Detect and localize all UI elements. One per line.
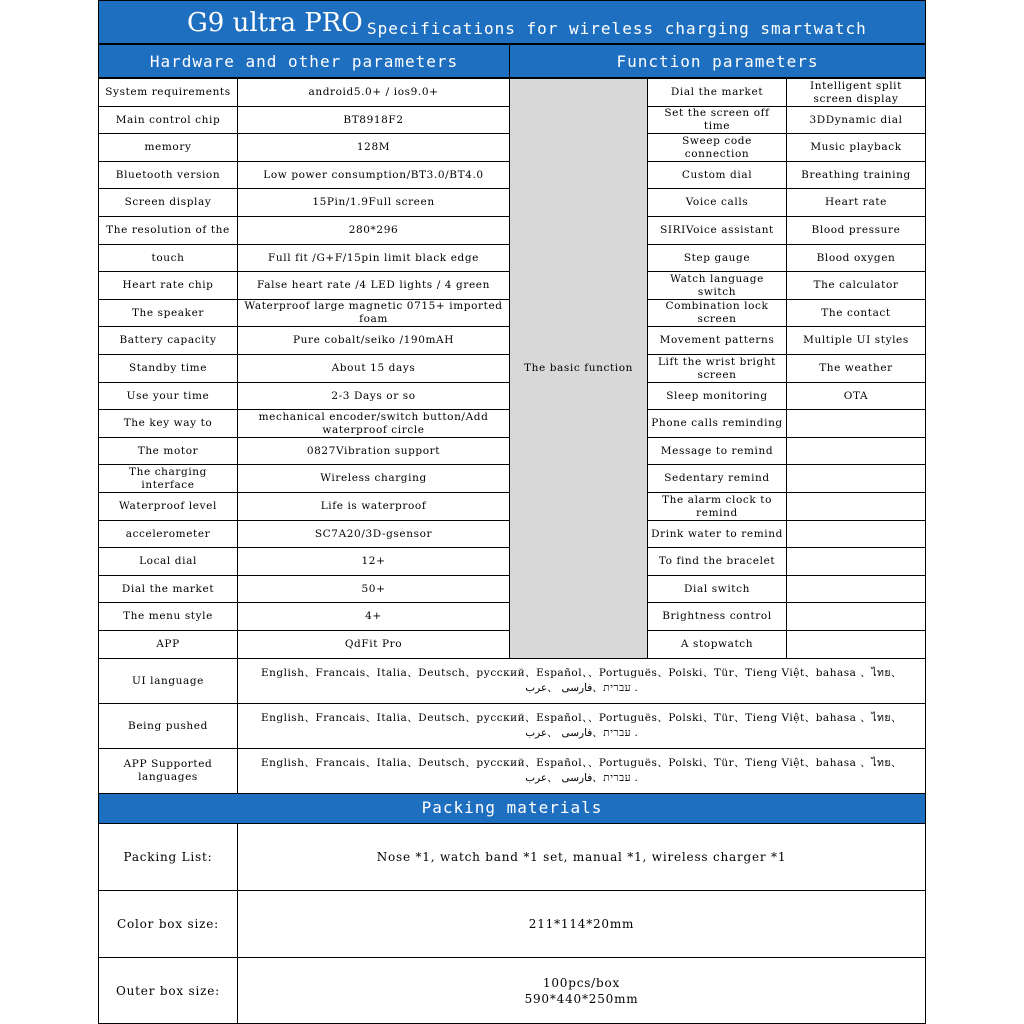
outer-box-quantity: 100pcs/box — [542, 975, 621, 990]
hardware-value: False heart rate /4 LED lights / 4 green — [237, 271, 510, 300]
hardware-label: The resolution of the — [98, 216, 238, 245]
color-box-label: Color box size: — [98, 890, 238, 958]
hardware-label: Waterproof level — [98, 492, 238, 521]
hardware-label: Screen display — [98, 188, 238, 217]
hardware-label: Standby time — [98, 354, 238, 383]
function-item: Blood oxygen — [786, 244, 926, 272]
function-item: Message to remind — [647, 437, 787, 465]
outer-box-dimensions: 590*440*250mm — [524, 991, 639, 1006]
function-item — [786, 437, 926, 465]
language-value: English、Francais、Italia、Deutsch、русский、Español、、Portuguës、Polski、Tür、Tieng Việt、bahasa 、ไทย、עברית、فارسی 、عرب . — [237, 703, 926, 749]
language-value: English、Francais、Italia、Deutsch、русский、Español、、Portuguës、Polski、Tür、Tieng Việt、bahasa 、ไทย、עברית、فارسی 、عرب . — [237, 748, 926, 794]
function-item: Watch language switch — [647, 271, 787, 300]
function-item: The contact — [786, 299, 926, 327]
hardware-value: Waterproof large magnetic 0715+ imported foam — [237, 299, 510, 327]
hardware-value: Life is waterproof — [237, 492, 510, 521]
function-section-header: Function parameters — [509, 44, 926, 78]
function-item: Set the screen off time — [647, 106, 787, 134]
function-item: Multiple UI styles — [786, 326, 926, 355]
language-label: UI language — [98, 658, 238, 704]
function-item: A stopwatch — [647, 630, 787, 659]
function-item: OTA — [786, 382, 926, 410]
packing-list-label: Packing List: — [98, 823, 238, 891]
hardware-label: The speaker — [98, 299, 238, 327]
color-box-value: 211*114*20mm — [237, 890, 926, 958]
hardware-value: 280*296 — [237, 216, 510, 245]
function-item: Voice calls — [647, 188, 787, 217]
outer-box-value-cell — [237, 957, 926, 1024]
hardware-label: Battery capacity — [98, 326, 238, 355]
hardware-label: touch — [98, 244, 238, 272]
hardware-value: BT8918F2 — [237, 106, 510, 134]
function-item: Sedentary remind — [647, 464, 787, 493]
packing-section-header: Packing materials — [98, 790, 926, 824]
function-item: The weather — [786, 354, 926, 383]
hardware-value: Wireless charging — [237, 464, 510, 493]
function-item — [786, 409, 926, 438]
hardware-label: The motor — [98, 437, 238, 465]
function-item — [786, 547, 926, 576]
hardware-label: System requirements — [98, 78, 238, 107]
hardware-label: Use your time — [98, 382, 238, 410]
document-subtitle: Specifications for wireless charging smartwatch — [367, 19, 867, 38]
hardware-label: APP — [98, 630, 238, 659]
hardware-value: 4+ — [237, 602, 510, 631]
hardware-value: About 15 days — [237, 354, 510, 383]
hardware-label: The charging interface — [98, 464, 238, 493]
hardware-value: 12+ — [237, 547, 510, 576]
function-item: Heart rate — [786, 188, 926, 217]
hardware-value: 15Pin/1.9Full screen — [237, 188, 510, 217]
hardware-value: Low power consumption/BT3.0/BT4.0 — [237, 161, 510, 189]
function-item — [786, 492, 926, 521]
hardware-value: 128M — [237, 133, 510, 162]
hardware-value: 50+ — [237, 575, 510, 603]
function-item — [786, 575, 926, 603]
product-model: G9 ultra PRO — [187, 8, 363, 38]
title-banner — [98, 0, 926, 44]
outer-box-label: Outer box size: — [98, 957, 238, 1024]
basic-function-label: The basic function — [509, 78, 648, 659]
function-item: SIRIVoice assistant — [647, 216, 787, 245]
language-value: English、Francais、Italia、Deutsch、русский、Español、、Portuguës、Polski、Tür、Tieng Việt、bahasa 、ไทย、עברית、فارسی 、عرب . — [237, 658, 926, 704]
spec-sheet — [98, 0, 926, 1024]
function-item: Custom dial — [647, 161, 787, 189]
packing-list-value: Nose *1, watch band *1 set, manual *1, wireless charger *1 — [237, 823, 926, 891]
function-item: Brightness control — [647, 602, 787, 631]
hardware-value: SC7A20/3D-gsensor — [237, 520, 510, 548]
function-item: Dial switch — [647, 575, 787, 603]
function-item: Phone calls reminding — [647, 409, 787, 438]
hardware-label: Dial the market — [98, 575, 238, 603]
hardware-section-header: Hardware and other parameters — [98, 44, 510, 78]
function-item — [786, 630, 926, 659]
hardware-label: Bluetooth version — [98, 161, 238, 189]
hardware-label: Main control chip — [98, 106, 238, 134]
function-item: Lift the wrist bright screen — [647, 354, 787, 383]
hardware-value: Pure cobalt/seiko /190mAH — [237, 326, 510, 355]
hardware-label: Local dial — [98, 547, 238, 576]
function-item: Combination lock screen — [647, 299, 787, 327]
hardware-label: The menu style — [98, 602, 238, 631]
hardware-label: Heart rate chip — [98, 271, 238, 300]
function-item — [786, 602, 926, 631]
function-item — [786, 520, 926, 548]
hardware-label: accelerometer — [98, 520, 238, 548]
hardware-value: 0827Vibration support — [237, 437, 510, 465]
function-item: Drink water to remind — [647, 520, 787, 548]
function-item: Sleep monitoring — [647, 382, 787, 410]
function-item: Blood pressure — [786, 216, 926, 245]
function-item: Music playback — [786, 133, 926, 162]
language-label: APP Supported languages — [98, 748, 238, 794]
function-item: Sweep code connection — [647, 133, 787, 162]
function-item: Intelligent split screen display — [786, 78, 926, 107]
function-item: Step gauge — [647, 244, 787, 272]
hardware-value: QdFit Pro — [237, 630, 510, 659]
hardware-value: Full fit /G+F/15pin limit black edge — [237, 244, 510, 272]
hardware-value: android5.0+ / ios9.0+ — [237, 78, 510, 107]
function-item: To find the bracelet — [647, 547, 787, 576]
hardware-value: mechanical encoder/switch button/Add waterproof circle — [237, 409, 510, 438]
language-label: Being pushed — [98, 703, 238, 749]
hardware-label: memory — [98, 133, 238, 162]
function-item: Breathing training — [786, 161, 926, 189]
function-item: The alarm clock to remind — [647, 492, 787, 521]
function-item — [786, 464, 926, 493]
function-item: 3DDynamic dial — [786, 106, 926, 134]
hardware-label: The key way to — [98, 409, 238, 438]
hardware-value: 2-3 Days or so — [237, 382, 510, 410]
function-item: The calculator — [786, 271, 926, 300]
function-item: Dial the market — [647, 78, 787, 107]
function-item: Movement patterns — [647, 326, 787, 355]
